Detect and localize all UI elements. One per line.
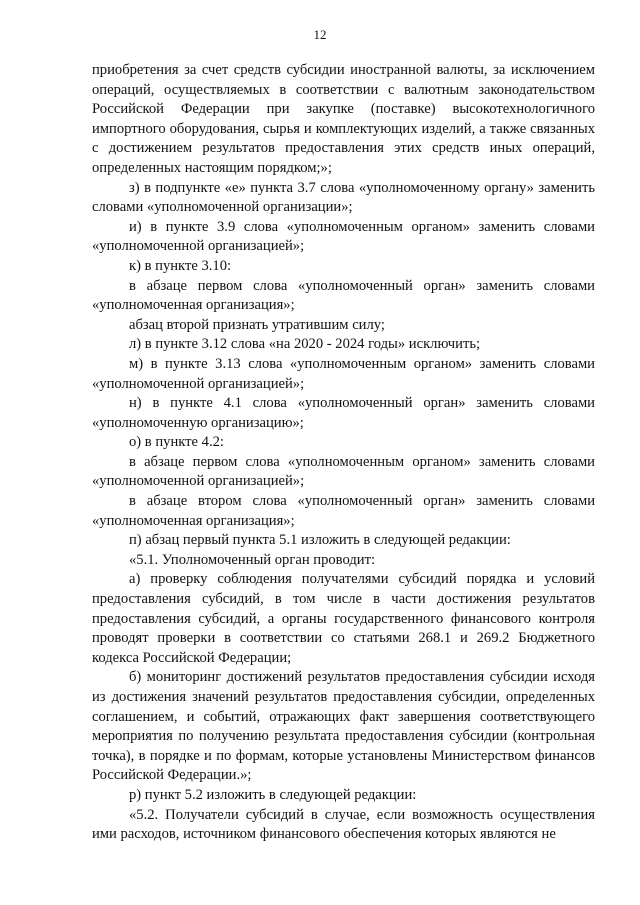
paragraph-item-k-first: в абзаце первом слова «уполномоченный орган» заменить словами «уполномоченная организация»; — [92, 277, 595, 314]
paragraph-item-k-second: абзац второй признать утратившим силу; — [129, 316, 385, 333]
paragraph-clause-5-1-a: а) проверку соблюдения получателями субсидий порядка и условий предоставления субсидий, в том числе в части достижения результатов предоставления субсидий, а органы государственного финансового контроля проводят проверки в соответствии со статьями 268.1 и 269.2 Бюджетного кодекса Российской Федерации; — [92, 571, 595, 666]
page-number: 12 — [313, 27, 327, 42]
paragraph-item-k: к) в пункте 3.10: — [129, 257, 232, 274]
document-body — [92, 61, 595, 845]
paragraph-item-o-first: в абзаце первом слова «уполномоченным органом» заменить словами «уполномоченной организацией»; — [92, 453, 595, 490]
paragraph-item-l: л) в пункте 3.12 слова «на 2020 - 2024 годы» исключить; — [129, 336, 481, 353]
paragraph-continuation: приобретения за счет средств субсидии иностранной валюты, за исключением операций, осуществляемых в соответствии с валютным законодательством Российской Федерации при закупке (поставке) высокотехнологичного импортного оборудования, сырья и комплектующих изделий, а также связанных с достижением результатов предоставления этих средств иных операций, определенных настоящим порядком;»; — [92, 62, 595, 176]
paragraph-item-z: з) в подпункте «е» пункта 3.7 слова «уполномоченному органу» заменить словами «уполномоченной организации»; — [92, 179, 595, 216]
paragraph-item-i: и) в пункте 3.9 слова «уполномоченным органом» заменить словами «уполномоченной организацией»; — [92, 218, 595, 255]
paragraph-item-r: р) пункт 5.2 изложить в следующей редакции: — [129, 786, 417, 803]
paragraph-clause-5-2: «5.2. Получатели субсидий в случае, если возможность осуществления ими расходов, источником финансового обеспечения которых являются не — [92, 806, 595, 843]
paragraph-item-n: н) в пункте 4.1 слова «уполномоченный орган» заменить словами «уполномоченную организацию»; — [92, 395, 595, 431]
paragraph-clause-5-1: «5.1. Уполномоченный орган проводит: — [129, 551, 376, 568]
paragraph-item-m: м) в пункте 3.13 слова «уполномоченным органом» заменить словами «уполномоченной организацией»; — [92, 355, 595, 392]
paragraph-clause-5-1-b: б) мониторинг достижений результатов предоставления субсидии исходя из достижения значений результатов предоставления субсидии, определенных соглашением, и событий, отражающих факт завершения соответствующего мероприятия по получению результата предоставления субсидии (контрольная точка), в порядке и по формам, которые установлены Министерством финансов Российской Федерации.»; — [92, 669, 595, 784]
paragraph-item-o-second: в абзаце втором слова «уполномоченный орган» заменить словами «уполномоченная организация»; — [92, 493, 595, 529]
paragraph-item-o: о) в пункте 4.2: — [129, 434, 224, 451]
paragraph-item-p: п) абзац первый пункта 5.1 изложить в следующей редакции: — [129, 532, 511, 549]
